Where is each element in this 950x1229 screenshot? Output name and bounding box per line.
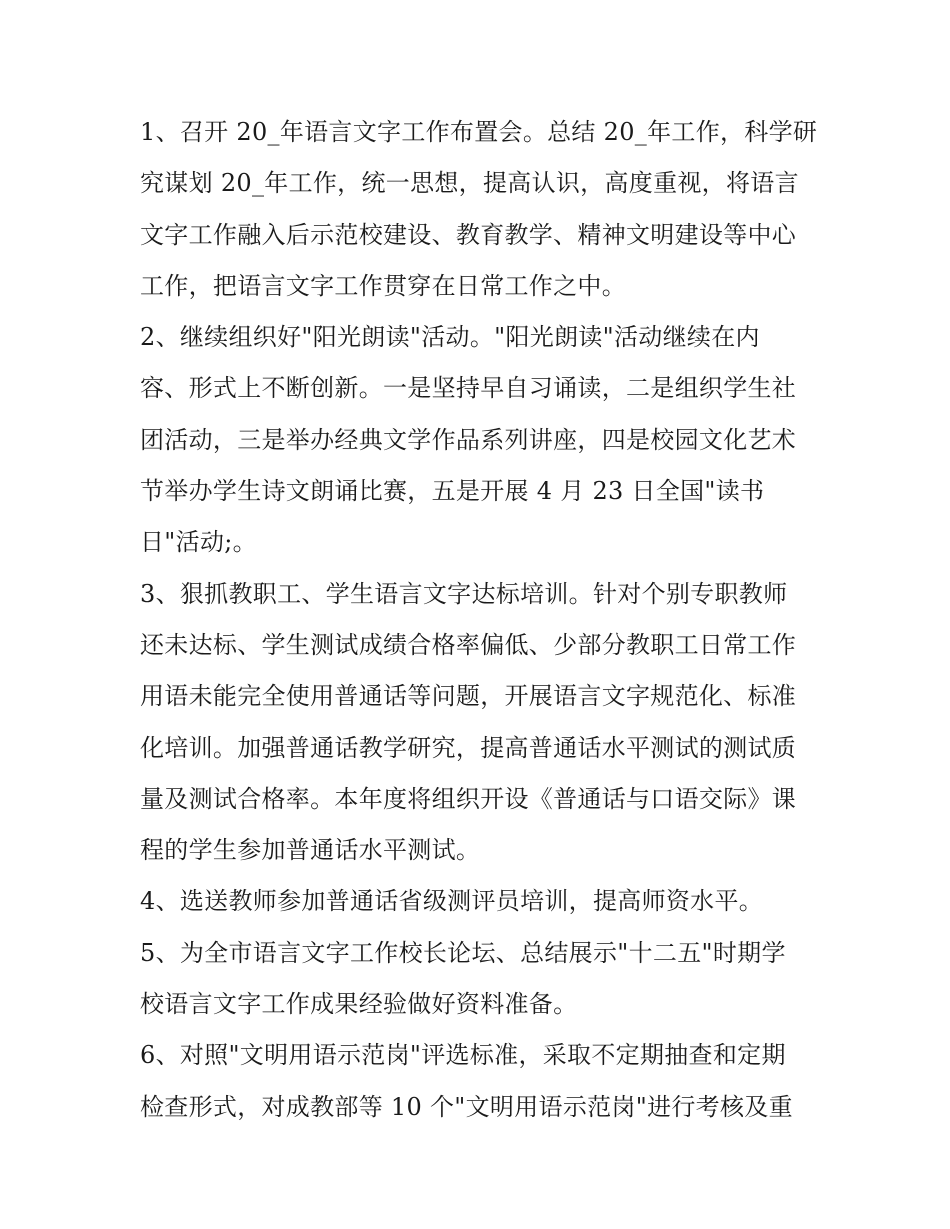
text-line: 文字工作融入后示范校建设、教育教学、精神文明建设等中心 [140,220,797,249]
text-line: 3、狠抓教职工、学生语言文字达标培训。针对个别专职教师 [140,579,788,608]
text-line: 5、为全市语言文字工作校长论坛、总结展示"十二五"时期学 [140,938,786,967]
text-line: 化培训。加强普通话教学研究，提高普通话水平测试的测试质 [140,733,797,762]
text-line: 6、对照"文明用语示范岗"评选标准，采取不定期抽查和定期 [140,1041,786,1070]
text-line: 用语未能完全使用普通话等问题，开展语言文字规范化、标准 [140,682,797,711]
document-body [140,107,818,1133]
text-line: 程的学生参加普通话水平测试。 [140,836,481,865]
text-line: 工作，把语言文字工作贯穿在日常工作之中。 [140,271,626,300]
text-line: 节举办学生诗文朗诵比赛，五是开展 4 月 23 日全国"读书 [140,477,765,506]
text-line: 团活动，三是举办经典文学作品系列讲座，四是校园文化艺术 [140,425,797,454]
text-line: 究谋划 20_年工作，统一思想，提高认识，高度重视，将语言 [140,169,799,198]
text-line: 检查形式，对成教部等 10 个"文明用语示范岗"进行考核及重 [140,1092,793,1121]
text-line: 校语言文字工作成果经验做好资料准备。 [140,990,578,1019]
text-line: 量及测试合格率。本年度将组织开设《普通话与口语交际》课 [140,784,797,813]
text-line: 容、形式上不断创新。一是坚持早自习诵读，二是组织学生社 [140,374,797,403]
text-line: 1、召开 20_年语言文字工作布置会。总结 20_年工作，科学研 [140,118,818,146]
text-line: 还未达标、学生测试成绩合格率偏低、少部分教职工日常工作 [140,630,797,659]
text-line: 2、继续组织好"阳光朗读"活动。"阳光朗读"活动继续在内 [140,323,760,352]
text-line: 日"活动;。 [140,528,257,557]
text-line: 4、选送教师参加普通话省级测评员培训，提高师资水平。 [140,887,764,916]
